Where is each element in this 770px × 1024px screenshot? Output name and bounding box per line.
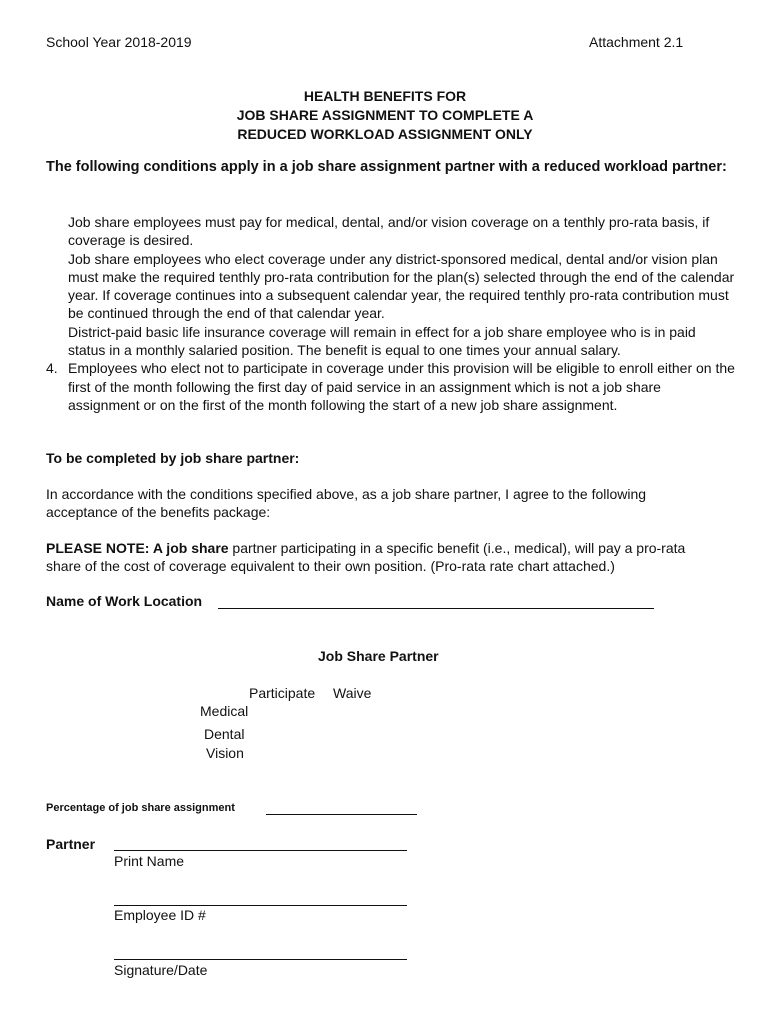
signature-date-label: Signature/Date <box>114 962 208 978</box>
title-line-3: REDUCED WORKLOAD ASSIGNMENT ONLY <box>237 126 533 142</box>
note-bold: PLEASE NOTE: A job share <box>46 540 229 556</box>
dental-row-label: Dental <box>204 726 245 742</box>
employee-id-label: Employee ID # <box>114 907 206 923</box>
partner-section-title: Job Share Partner <box>318 648 439 664</box>
condition-item-3 <box>46 323 736 360</box>
accordance-text: In accordance with the conditions specified above, as a job share partner, I agree to the following acceptance of the benefits package: <box>46 486 647 521</box>
attachment-label: Attachment 2.1 <box>589 34 684 50</box>
print-name-label: Print Name <box>114 853 185 869</box>
condition-text: District-paid basic life insurance coverage will remain in effect for a job share employee who is in paid status in a monthly salaried position. The benefit is equal to one times your annual salary. <box>68 323 696 359</box>
school-year-header: School Year 2018-2019 <box>46 34 192 50</box>
print-name-field[interactable] <box>114 850 407 851</box>
partner-label: Partner <box>46 836 96 852</box>
work-location-label: Name of Work Location <box>46 593 203 609</box>
waive-column-header: Waive <box>333 685 372 701</box>
percentage-field[interactable] <box>266 814 417 815</box>
condition-item-1 <box>46 213 736 250</box>
document-title <box>0 87 770 144</box>
please-note <box>46 539 721 576</box>
condition-text: Employees who elect not to participate in coverage under this provision will be eligible to enroll either on the first of the month following the first day of paid service in an assignment which is not a job share assignment or on the first of the month following the start of a new job share assignment. <box>68 360 735 413</box>
partner-heading: To be completed by job share partner: <box>46 450 300 466</box>
condition-text: Job share employees who elect coverage under any district-sponsored medical, dental and/or vision plan must make the required tenthly pro-rata contribution for the plan(s) selected through the end of the calendar year. If coverage continues into a subsequent calendar year, the required tenthly pro-rata contribution must be continued through the end of that calendar year. <box>68 250 735 322</box>
conditions-heading: The following conditions apply in a job share assignment partner with a reduced workload partner: <box>46 159 727 175</box>
title-line-2: JOB SHARE ASSIGNMENT TO COMPLETE A <box>236 107 534 123</box>
condition-item-2 <box>46 250 736 323</box>
work-location-field[interactable] <box>218 608 654 609</box>
participate-column-header: Participate <box>249 685 316 701</box>
percentage-label: Percentage of job share assignment <box>46 802 235 814</box>
note-text: partner participating in a specific benefit (i.e., medical), will pay a pro-rata share of the cost of coverage equivalent to their own position. (Pro-rata rate chart attached.) <box>46 540 686 575</box>
condition-number: 4. <box>46 360 58 377</box>
title-line-1: HEALTH BENEFITS FOR <box>303 88 467 104</box>
vision-row-label: Vision <box>206 745 244 761</box>
condition-text: Job share employees must pay for medical, dental, and/or vision coverage on a tenthly pro-rata basis, if coverage is desired. <box>68 214 710 249</box>
medical-row-label: Medical <box>200 703 249 719</box>
employee-id-field[interactable] <box>114 905 407 906</box>
conditions-list <box>46 213 736 414</box>
condition-item-4 <box>46 359 736 414</box>
signature-date-field[interactable] <box>114 959 407 960</box>
